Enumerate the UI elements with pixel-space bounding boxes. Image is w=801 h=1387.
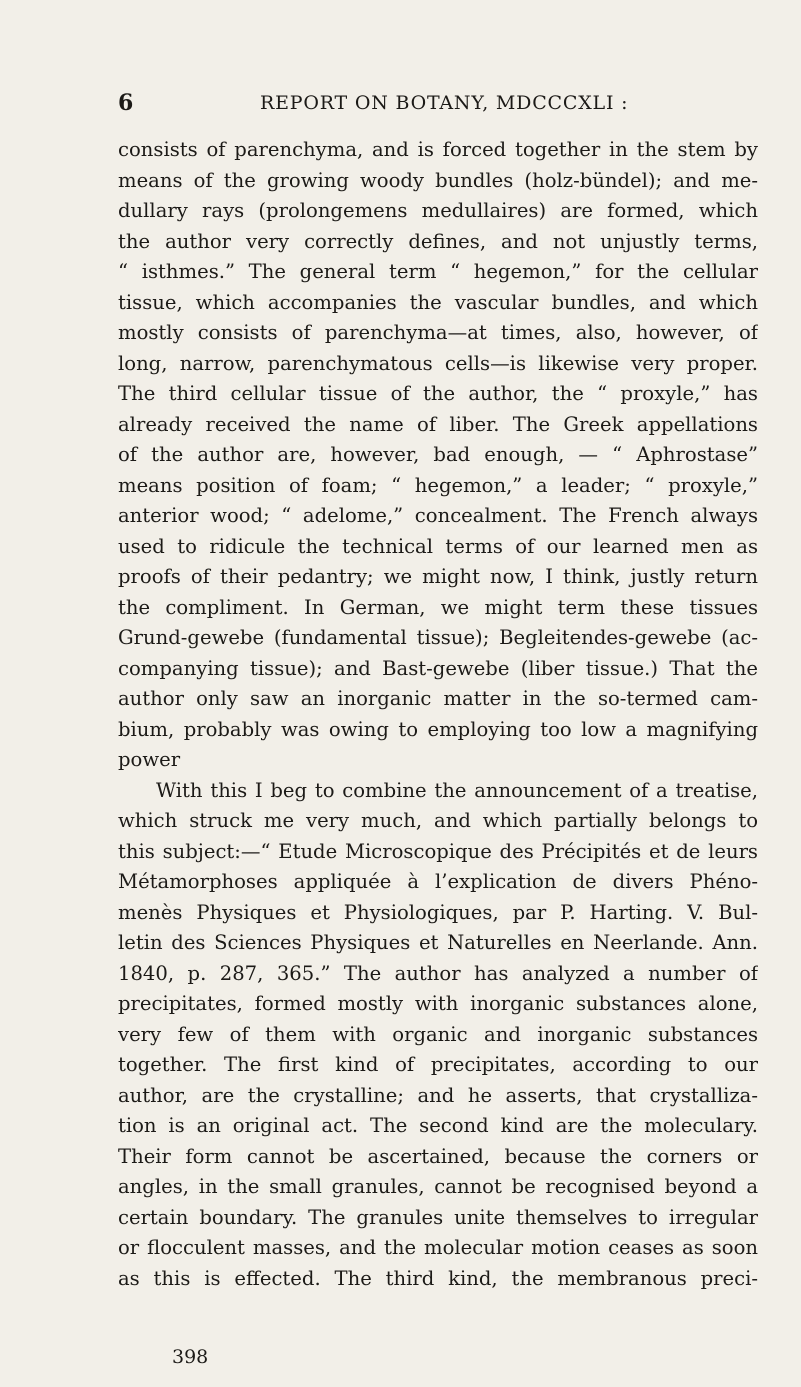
text-line: menès Physiques et Physiologiques, par P. Harting. V. Bul- [118, 900, 758, 924]
text-line: or flocculent masses, and the molecular motion ceases as soon [118, 1236, 758, 1259]
text-line: certain boundary. The granules unite themselves to irregular [118, 1205, 758, 1229]
text-line: means of the growing woody bundles (holz-bündel); and me- [118, 168, 758, 192]
text-line: as this is effected. The third kind, the membranous preci- [118, 1266, 758, 1290]
text-line: the compliment. In German, we might term these tissues [118, 595, 758, 619]
body-text [118, 135, 758, 1294]
text-line: the author very correctly defines, and not unjustly terms, [118, 229, 758, 253]
text-line: The third cellular tissue of the author, the “ proxyle,” has [118, 382, 758, 405]
text-line: With this I beg to combine the announcement of a treatise, [156, 778, 758, 802]
text-line: this subject:—“ Etude Microscopique des Précipités et de leurs [118, 839, 758, 863]
text-line: tissue, which accompanies the vascular bundles, and which [118, 290, 758, 314]
text-line: author, are the crystalline; and he asserts, that crystalliza- [118, 1083, 758, 1107]
text-line: together. The first kind of precipitates, according to our [118, 1053, 758, 1076]
text-line: Grund-gewebe (fundamental tissue); Begleitendes-gewebe (ac- [118, 626, 758, 649]
text-line: “ isthmes.” The general term “ hegemon,” for the cellular [118, 260, 758, 283]
text-line: letin des Sciences Physiques et Naturelles en Neerlande. Ann. [118, 931, 758, 954]
text-line: of the author are, however, bad enough, — “ Aphrostase” [118, 443, 758, 466]
text-line: dullary rays (prolongemens medullaires) are formed, which [118, 199, 758, 222]
running-head: REPORT ON BOTANY, MDCCCXLI : [260, 92, 629, 114]
text-line: Their form cannot be ascertained, because the corners or [118, 1144, 758, 1168]
text-line: Métamorphoses appliquée à l’explication de divers Phéno- [118, 870, 758, 893]
text-line: author only saw an inorganic matter in the so-termed cam- [118, 687, 758, 710]
text-line: proofs of their pedantry; we might now, I think, justly return [118, 565, 758, 588]
printer-signature-mark: 398 [172, 1346, 209, 1368]
text-line: means position of foam; “ hegemon,” a leader; “ proxyle,” [118, 473, 758, 497]
text-line: very few of them with organic and inorganic substances [118, 1022, 758, 1046]
text-line: consists of parenchyma, and is forced together in the stem by [118, 138, 758, 161]
text-line: 1840, p. 287, 365.” The author has analyzed a number of [118, 961, 758, 985]
text-line: which struck me very much, and which partially belongs to [118, 809, 758, 832]
text-line: bium, probably was owing to employing too low a magnifying [118, 717, 758, 741]
text-line: used to ridicule the technical terms of our learned men as [118, 534, 758, 558]
page-number: 6 [118, 90, 134, 116]
text-line: long, narrow, parenchymatous cells—is likewise very proper. [118, 351, 758, 375]
text-line: angles, in the small granules, cannot be recognised beyond a [118, 1175, 758, 1198]
text-line: power [118, 748, 181, 771]
page-header [118, 90, 758, 118]
text-line: tion is an original act. The second kind are the moleculary. [118, 1114, 758, 1137]
text-line: anterior wood; “ adelome,” concealment. The French always [118, 504, 758, 527]
text-line: companying tissue); and Bast-gewebe (liber tissue.) That the [118, 656, 758, 680]
text-line: mostly consists of parenchyma—at times, also, however, of [118, 321, 758, 344]
text-line: already received the name of liber. The Greek appellations [118, 412, 758, 436]
text-line: precipitates, formed mostly with inorganic substances alone, [118, 992, 758, 1015]
